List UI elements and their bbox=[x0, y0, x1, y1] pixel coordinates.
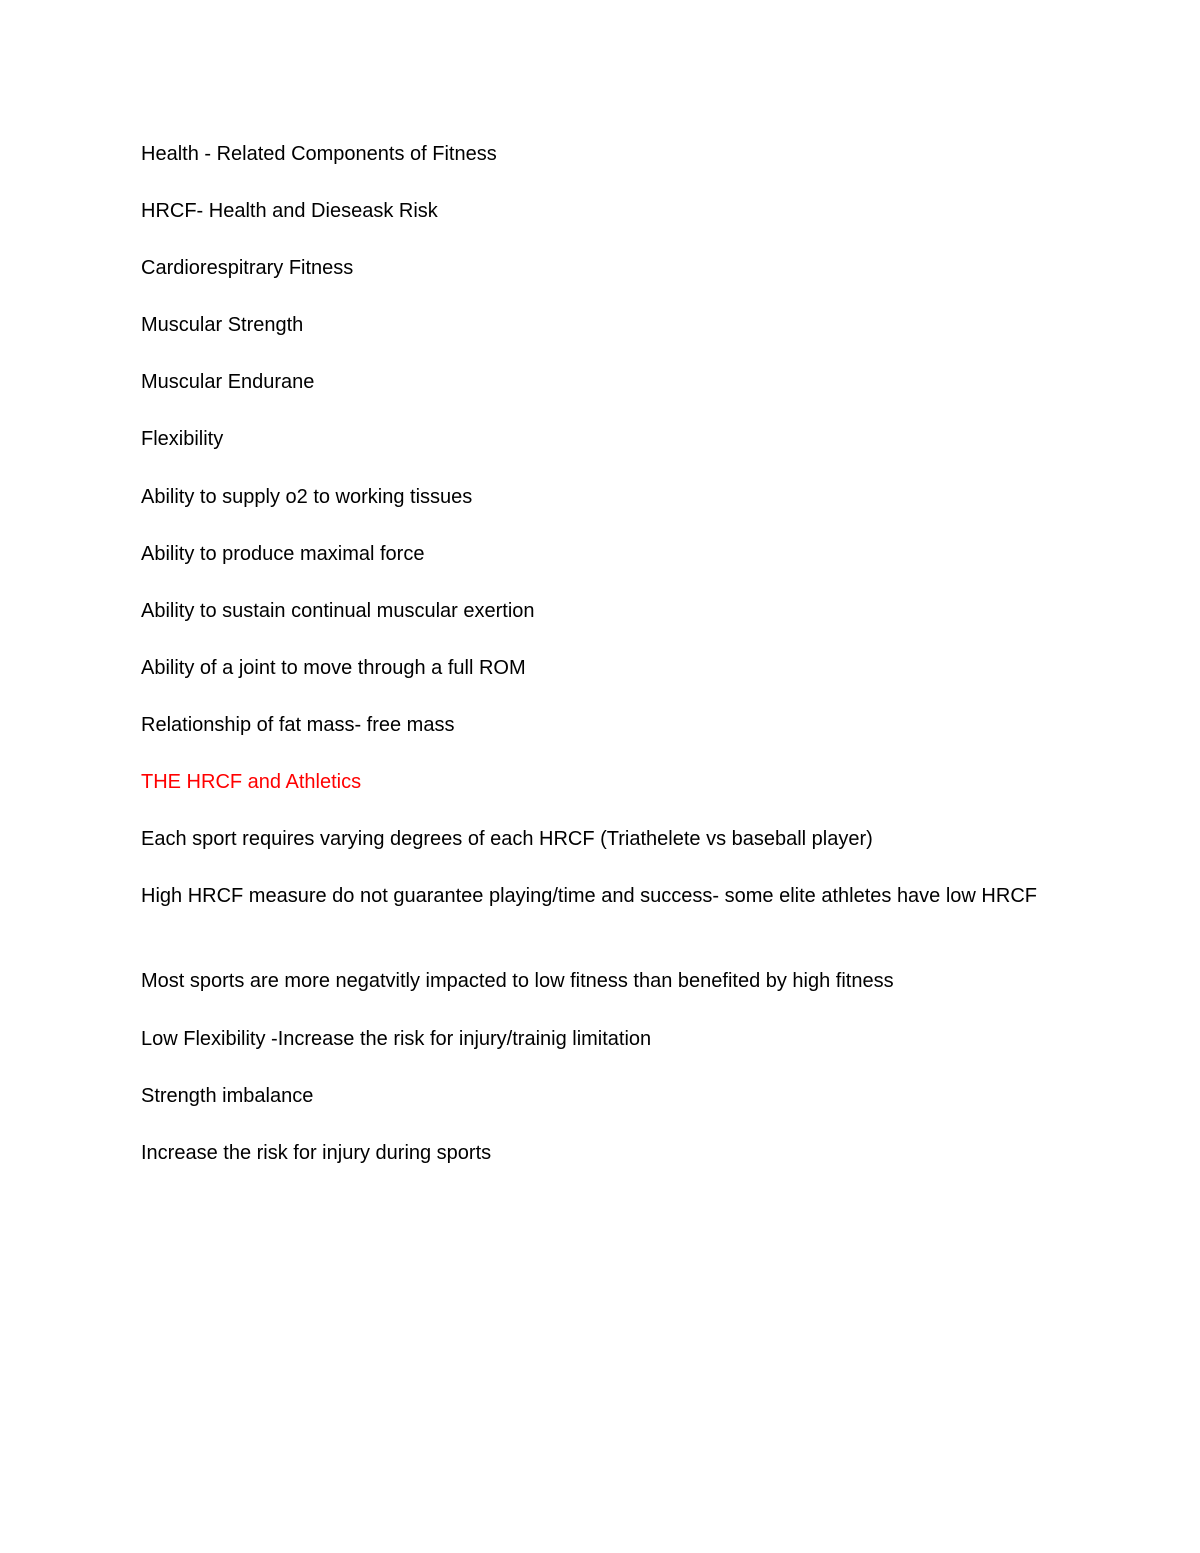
doc-title: Health - Related Components of Fitness bbox=[141, 143, 497, 165]
paragraph-high-hrcf: High HRCF measure do not guarantee playing/time and success- some elite athletes have low HRCF bbox=[141, 885, 1037, 907]
paragraph-fat-mass: Relationship of fat mass- free mass bbox=[141, 714, 455, 736]
paragraph-strength-imbalance: Strength imbalance bbox=[141, 1085, 314, 1107]
paragraph-joint-rom: Ability of a joint to move through a full ROM bbox=[141, 657, 526, 679]
paragraph-flexibility: Flexibility bbox=[141, 428, 224, 450]
paragraph-muscular-strength: Muscular Strength bbox=[141, 314, 304, 336]
paragraph-most-sports: Most sports are more negatvitly impacted to low fitness than benefited by high fitness bbox=[141, 970, 894, 992]
paragraph-injury-risk: Increase the risk for injury during sports bbox=[141, 1142, 492, 1164]
paragraph-maximal-force: Ability to produce maximal force bbox=[141, 543, 425, 565]
paragraph-muscular-exertion: Ability to sustain continual muscular exertion bbox=[141, 600, 535, 622]
paragraph-low-flexibility: Low Flexibility -Increase the risk for injury/trainig limitation bbox=[141, 1028, 652, 1050]
paragraph-muscular-endurance: Muscular Endurane bbox=[141, 371, 315, 393]
paragraph-cardiorespiratory: Cardiorespitrary Fitness bbox=[141, 257, 354, 279]
section-heading-athletics: THE HRCF and Athletics bbox=[141, 771, 362, 793]
paragraph-hrcf-risk: HRCF- Health and Dieseask Risk bbox=[141, 200, 438, 222]
paragraph-supply-o2: Ability to supply o2 to working tissues bbox=[141, 486, 473, 508]
paragraph-each-sport: Each sport requires varying degrees of each HRCF (Triathelete vs baseball player) bbox=[141, 828, 873, 850]
